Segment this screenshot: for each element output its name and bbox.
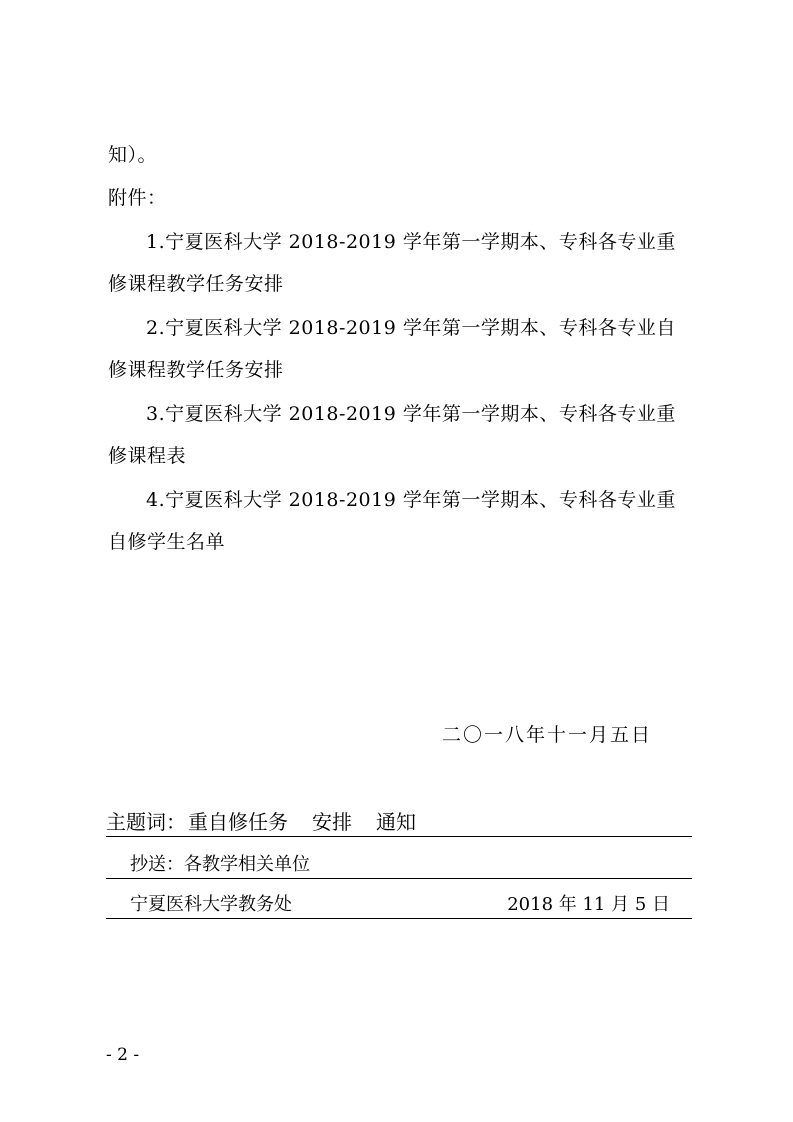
- body-line-continuation: 知）。: [108, 144, 158, 166]
- issuer-name: 宁夏医科大学教务处: [130, 894, 292, 915]
- cc-text: [130, 852, 310, 878]
- attachment-2-line-2: 修课程教学任务安排: [108, 359, 284, 381]
- attachment-1-line-1: 1.宁夏医科大学 2018-2019 学年第一学期本、专科各专业重: [146, 231, 676, 253]
- keyword-item: 安排: [312, 810, 352, 834]
- attachment-2-line-1: 2.宁夏医科大学 2018-2019 学年第一学期本、专科各专业自: [146, 317, 676, 339]
- cc-row: [106, 852, 692, 879]
- keywords-label: 主题词：: [106, 810, 186, 834]
- keywords-row: [106, 808, 692, 837]
- issuer-row: [106, 892, 692, 919]
- attachment-4-line-1: 4.宁夏医科大学 2018-2019 学年第一学期本、专科各专业重: [146, 489, 676, 511]
- attachment-1-line-2: 修课程教学任务安排: [108, 273, 284, 295]
- attachments-label: 附件：: [108, 187, 167, 209]
- keyword-item: 通知: [376, 810, 416, 834]
- signature-date: 二〇一八年十一月五日: [442, 724, 653, 746]
- cc-value: 各教学相关单位: [184, 854, 310, 875]
- attachment-4-line-2: 自修学生名单: [108, 531, 226, 553]
- attachment-3-line-1: 3.宁夏医科大学 2018-2019 学年第一学期本、专科各专业重: [146, 403, 676, 425]
- page-number: - 2 -: [106, 1045, 140, 1065]
- attachment-3-line-2: 修课程表: [108, 445, 187, 467]
- issue-date: 2018 年 11 月 5 日: [507, 894, 670, 915]
- keyword-item: 重自修任务: [188, 810, 288, 834]
- cc-label: 抄送：: [130, 854, 184, 875]
